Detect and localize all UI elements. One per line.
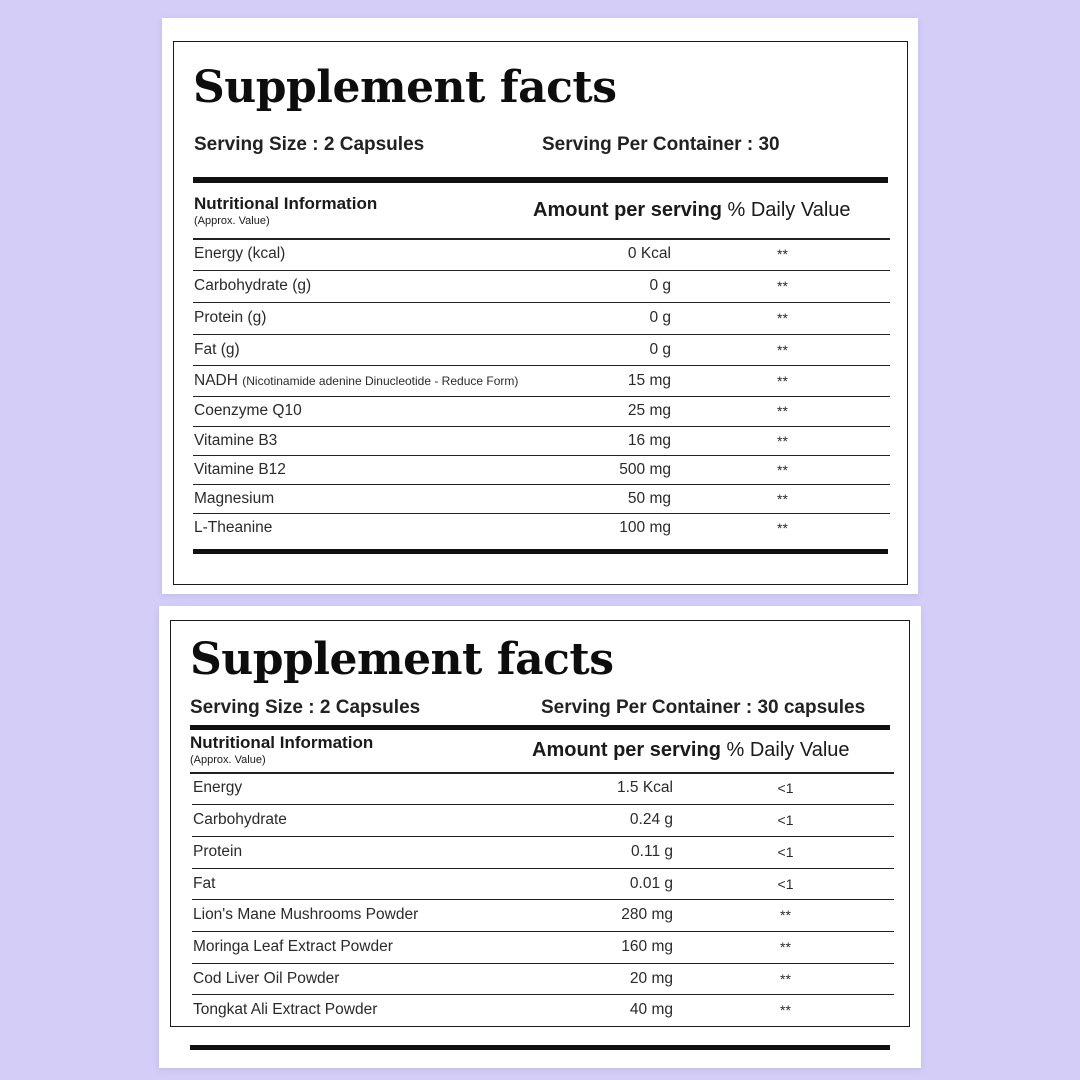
nutrient-daily-value: <1 bbox=[677, 868, 894, 899]
nutritional-information-header bbox=[194, 194, 377, 227]
header-rule bbox=[190, 725, 890, 730]
approx-value-label: (Approx. Value) bbox=[190, 753, 266, 766]
nutrient-name: Vitamine B12 bbox=[193, 455, 593, 484]
table-row bbox=[193, 484, 890, 513]
nutrient-daily-value: ** bbox=[675, 396, 890, 426]
nutrient-amount: 500 mg bbox=[593, 455, 675, 484]
approx-value-label: (Approx. Value) bbox=[194, 214, 270, 227]
nutrient-daily-value: ** bbox=[777, 519, 788, 536]
nutrient-amount: 0.01 g bbox=[562, 868, 677, 899]
nutrient-name: Protein (g) bbox=[193, 302, 593, 334]
nutrient-amount: 280 mg bbox=[562, 899, 677, 931]
daily-value-label: % Daily Value bbox=[727, 199, 851, 221]
table-row bbox=[193, 513, 890, 542]
table-row bbox=[193, 396, 890, 426]
nutrient-amount: 0 Kcal bbox=[593, 239, 675, 270]
header-rule bbox=[193, 177, 888, 183]
amount-header bbox=[533, 200, 851, 220]
nutrient-daily-value: ** bbox=[677, 931, 894, 963]
nutrient-amount: 16 mg bbox=[593, 426, 675, 455]
nutrient-amount: 0.11 g bbox=[562, 836, 677, 868]
amount-per-serving-label: Amount per serving bbox=[532, 739, 721, 761]
supplement-facts-card-1 bbox=[162, 18, 918, 594]
nutrient-daily-value: ** bbox=[675, 426, 890, 455]
panel-title: Supplement facts bbox=[190, 634, 614, 685]
nutrient-amount: 160 mg bbox=[562, 931, 677, 963]
nutrient-amount: 50 mg bbox=[593, 484, 675, 513]
table-row bbox=[193, 426, 890, 455]
servings-per-container: Serving Per Container : 30 bbox=[542, 134, 780, 155]
table-row bbox=[192, 994, 894, 1025]
nutrient-name: Protein bbox=[192, 836, 562, 868]
nutrient-name: NADH (Nicotinamide adenine Dinucleotide - Reduce Form) bbox=[193, 365, 593, 396]
daily-value-label: % Daily Value bbox=[726, 739, 850, 761]
table-row bbox=[192, 868, 894, 899]
nutrient-name: Carbohydrate bbox=[192, 804, 562, 836]
nutrient-name: Fat (g) bbox=[193, 334, 593, 365]
table-row bbox=[193, 365, 890, 396]
table-row bbox=[192, 836, 894, 868]
amount-per-serving-label: Amount per serving bbox=[533, 199, 722, 221]
nutrient-name: Moringa Leaf Extract Powder bbox=[192, 931, 562, 963]
table-row bbox=[193, 302, 890, 334]
nutrient-amount: 0 g bbox=[593, 270, 675, 302]
nutrient-daily-value: ** bbox=[675, 270, 890, 302]
nutrient-amount: 0.24 g bbox=[562, 804, 677, 836]
amount-header bbox=[532, 740, 850, 760]
nutrient-name: L-Theanine bbox=[194, 518, 273, 536]
supplement-facts-card-2 bbox=[159, 606, 921, 1068]
nutrient-daily-value: ** bbox=[675, 365, 890, 396]
nutrient-daily-value: ** bbox=[780, 1001, 791, 1018]
nutrient-amount: 100 mg bbox=[619, 518, 671, 536]
nutrient-daily-value: <1 bbox=[677, 773, 894, 804]
serving-size: Serving Size : 2 Capsules bbox=[190, 697, 421, 718]
table-row bbox=[193, 239, 890, 270]
table-row bbox=[192, 899, 894, 931]
nutrient-amount: 0 g bbox=[593, 334, 675, 365]
nutrient-name: Tongkat Ali Extract Powder bbox=[193, 1000, 378, 1018]
nutrient-daily-value: <1 bbox=[677, 836, 894, 868]
table-row bbox=[192, 804, 894, 836]
nutrient-name: Carbohydrate (g) bbox=[193, 270, 593, 302]
table-row bbox=[193, 334, 890, 365]
table-row bbox=[192, 963, 894, 994]
nutrition-table bbox=[192, 773, 894, 1025]
nutrient-name: Fat bbox=[192, 868, 562, 899]
serving-size: Serving Size : 2 Capsules bbox=[194, 134, 425, 155]
nutrient-name: Lion's Mane Mushrooms Powder bbox=[192, 899, 562, 931]
nutrient-name: Cod Liver Oil Powder bbox=[192, 963, 562, 994]
nutrient-daily-value: ** bbox=[675, 455, 890, 484]
nutritional-information-label: Nutritional Information bbox=[194, 194, 378, 213]
nutrient-name: Coenzyme Q10 bbox=[193, 396, 593, 426]
nutrition-table bbox=[193, 239, 890, 542]
nutrient-amount: 25 mg bbox=[593, 396, 675, 426]
table-row bbox=[192, 773, 894, 804]
nutritional-information-header bbox=[190, 733, 373, 766]
nutrient-amount: 1.5 Kcal bbox=[562, 773, 677, 804]
nutrient-amount: 20 mg bbox=[562, 963, 677, 994]
nutrient-amount: 40 mg bbox=[629, 1000, 673, 1018]
nutrient-daily-value: ** bbox=[675, 302, 890, 334]
nutrient-note: (Nicotinamide adenine Dinucleotide - Reduce Form) bbox=[242, 373, 519, 388]
nutrient-name: Magnesium bbox=[193, 484, 593, 513]
nutrient-name: Energy (kcal) bbox=[193, 239, 593, 270]
nutrient-daily-value: ** bbox=[675, 239, 890, 270]
nutrient-amount: 0 g bbox=[593, 302, 675, 334]
nutrient-daily-value: ** bbox=[675, 484, 890, 513]
nutrient-daily-value: ** bbox=[675, 334, 890, 365]
nutrient-amount: 15 mg bbox=[593, 365, 675, 396]
table-row bbox=[192, 931, 894, 963]
table-row bbox=[193, 270, 890, 302]
footer-rule bbox=[190, 1045, 890, 1050]
servings-per-container: Serving Per Container : 30 capsules bbox=[541, 697, 866, 718]
footer-rule bbox=[193, 549, 888, 554]
nutrient-daily-value: ** bbox=[677, 963, 894, 994]
table-row bbox=[193, 455, 890, 484]
nutrient-name: Energy bbox=[192, 773, 562, 804]
nutritional-information-label: Nutritional Information bbox=[190, 733, 374, 752]
nutrient-name: Vitamine B3 bbox=[193, 426, 593, 455]
nutrient-daily-value: <1 bbox=[677, 804, 894, 836]
nutrient-daily-value: ** bbox=[677, 899, 894, 931]
panel-title: Supplement facts bbox=[193, 62, 617, 113]
